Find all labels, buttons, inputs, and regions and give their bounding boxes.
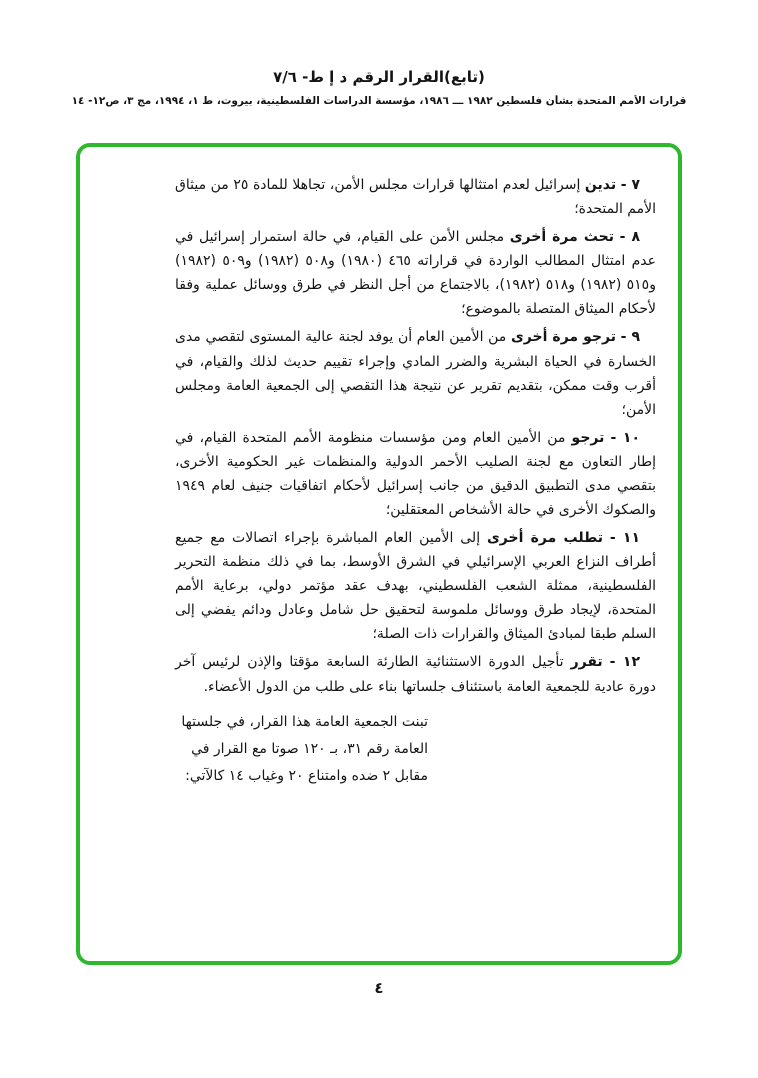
document-title: (تابع)القرار الرقم د إ ط- ٧/٦: [273, 68, 485, 86]
paragraph-8: [175, 225, 656, 321]
paragraph-number: ٩ -: [620, 329, 641, 346]
paragraph-lead: تحث مرة أخرى: [509, 229, 615, 246]
paragraph-10: [175, 426, 656, 522]
resolution-text-box: [76, 143, 682, 965]
paragraph-number: ١٢ -: [609, 654, 640, 671]
paragraph-text: من الأمين العام ومن مؤسسات منظومة الأمم المتحدة القيام، في إطار التعاون مع لجنة الصليب الأحمر الدولية والمنظمات غير الحكومية الأخرى، بتقصي مدى التطبيق الدقيق من جانب إسرائيل لأحكام اتفاقيات جنيف لعام ١٩٤٩ والصكوك الأخرى في حالة الأشخاص المعتقلين؛: [175, 429, 656, 519]
document-source-line: قرارات الأمم المتحدة بشأن فلسطين ١٩٨٢ ـــ ١٩٨٦، مؤسسة الدراسات الفلسطينية، بيروت، ط ١، ١٩٩٤، مج ٣، ص١٢- ١٤: [71, 95, 687, 107]
adoption-note: تبنت الجمعية العامة هذا القرار، في جلستها العامة رقم ٣١، بـ ١٢٠ صوتا مع القرار في مقابل ٢ ضده وامتناع ٢٠ وغياب ١٤ كالآتي:: [181, 713, 428, 785]
page-number: ٤: [374, 979, 384, 997]
paragraph-number: ٧ -: [620, 177, 641, 193]
paragraph-text: إسرائيل لعدم امتثالها قرارات مجلس الأمن، تجاهلا للمادة ٢٥ من ميثاق الأمم المتحدة؛: [175, 177, 656, 218]
paragraph-lead: ترجو مرة أخرى: [510, 329, 616, 346]
paragraph-number: ١٠ -: [610, 429, 640, 446]
paragraph-text: مجلس الأمن على القيام، في حالة استمرار إسرائيل في عدم امتثال المطالب الواردة في قراراته ٤٦٥ (١٩٨٠) و٥٠٨ (١٩٨٢) و٥٠٩ (١٩٨٢) و٥١٥ (١٩٨٢) و٥١٨ (١٩٨٢)، بالاجتماع من أجل النظر في طرق ووسائل عملية وفقا لأحكام الميثاق المتصلة بالموضوع؛: [175, 229, 656, 318]
paragraph-11: [175, 526, 656, 646]
paragraph-9: [175, 325, 656, 421]
paragraph-number: ١١ -: [609, 530, 640, 547]
paragraph-lead: تطلب مرة أخرى: [486, 530, 603, 547]
paragraph-lead: ترجو: [571, 429, 605, 446]
paragraph-lead: تقرر: [570, 654, 603, 671]
paragraph-number: ٨ -: [619, 229, 641, 246]
paragraph-text: تأجيل الدورة الاستثنائية الطارئة السابعة مؤقتا والإذن لرئيس آخر دورة عادية للجمعية العامة باستئناف جلساتها بناء على طلب من الدول الأعضاء.: [175, 654, 656, 695]
paragraph-lead: تدين: [584, 177, 617, 193]
paragraph-text: إلى الأمين العام المباشرة بإجراء اتصالات مع جميع أطراف النزاع العربي الإسرائيلي في الشرق الأوسط، بما في ذلك منظمة التحرير الفلسطينية، ممثلة الشعب الفلسطيني، بهدف عقد مؤتمر دولي، برعاية الأمم المتحدة، لإيجاد طرق ووسائل ملموسة لتحقيق حل شامل وعادل ودائم يفضي إلى السلم طبقا لمبادئ الميثاق والقرارات ذات الصلة؛: [175, 530, 656, 643]
paragraph-text: من الأمين العام أن يوفد لجنة عالية المستوى لتقصي مدى الخسارة في الحياة البشرية والضرر المادي وإجراء تقييم حديث لذلك والقيام، في أقرب وقت ممكن، بتقديم تقرير عن نتيجة هذا التقصي إلى الجمعية العامة ومجلس الأمن؛: [175, 329, 656, 418]
paragraph-7: [175, 173, 656, 221]
paragraph-12: [175, 650, 656, 698]
